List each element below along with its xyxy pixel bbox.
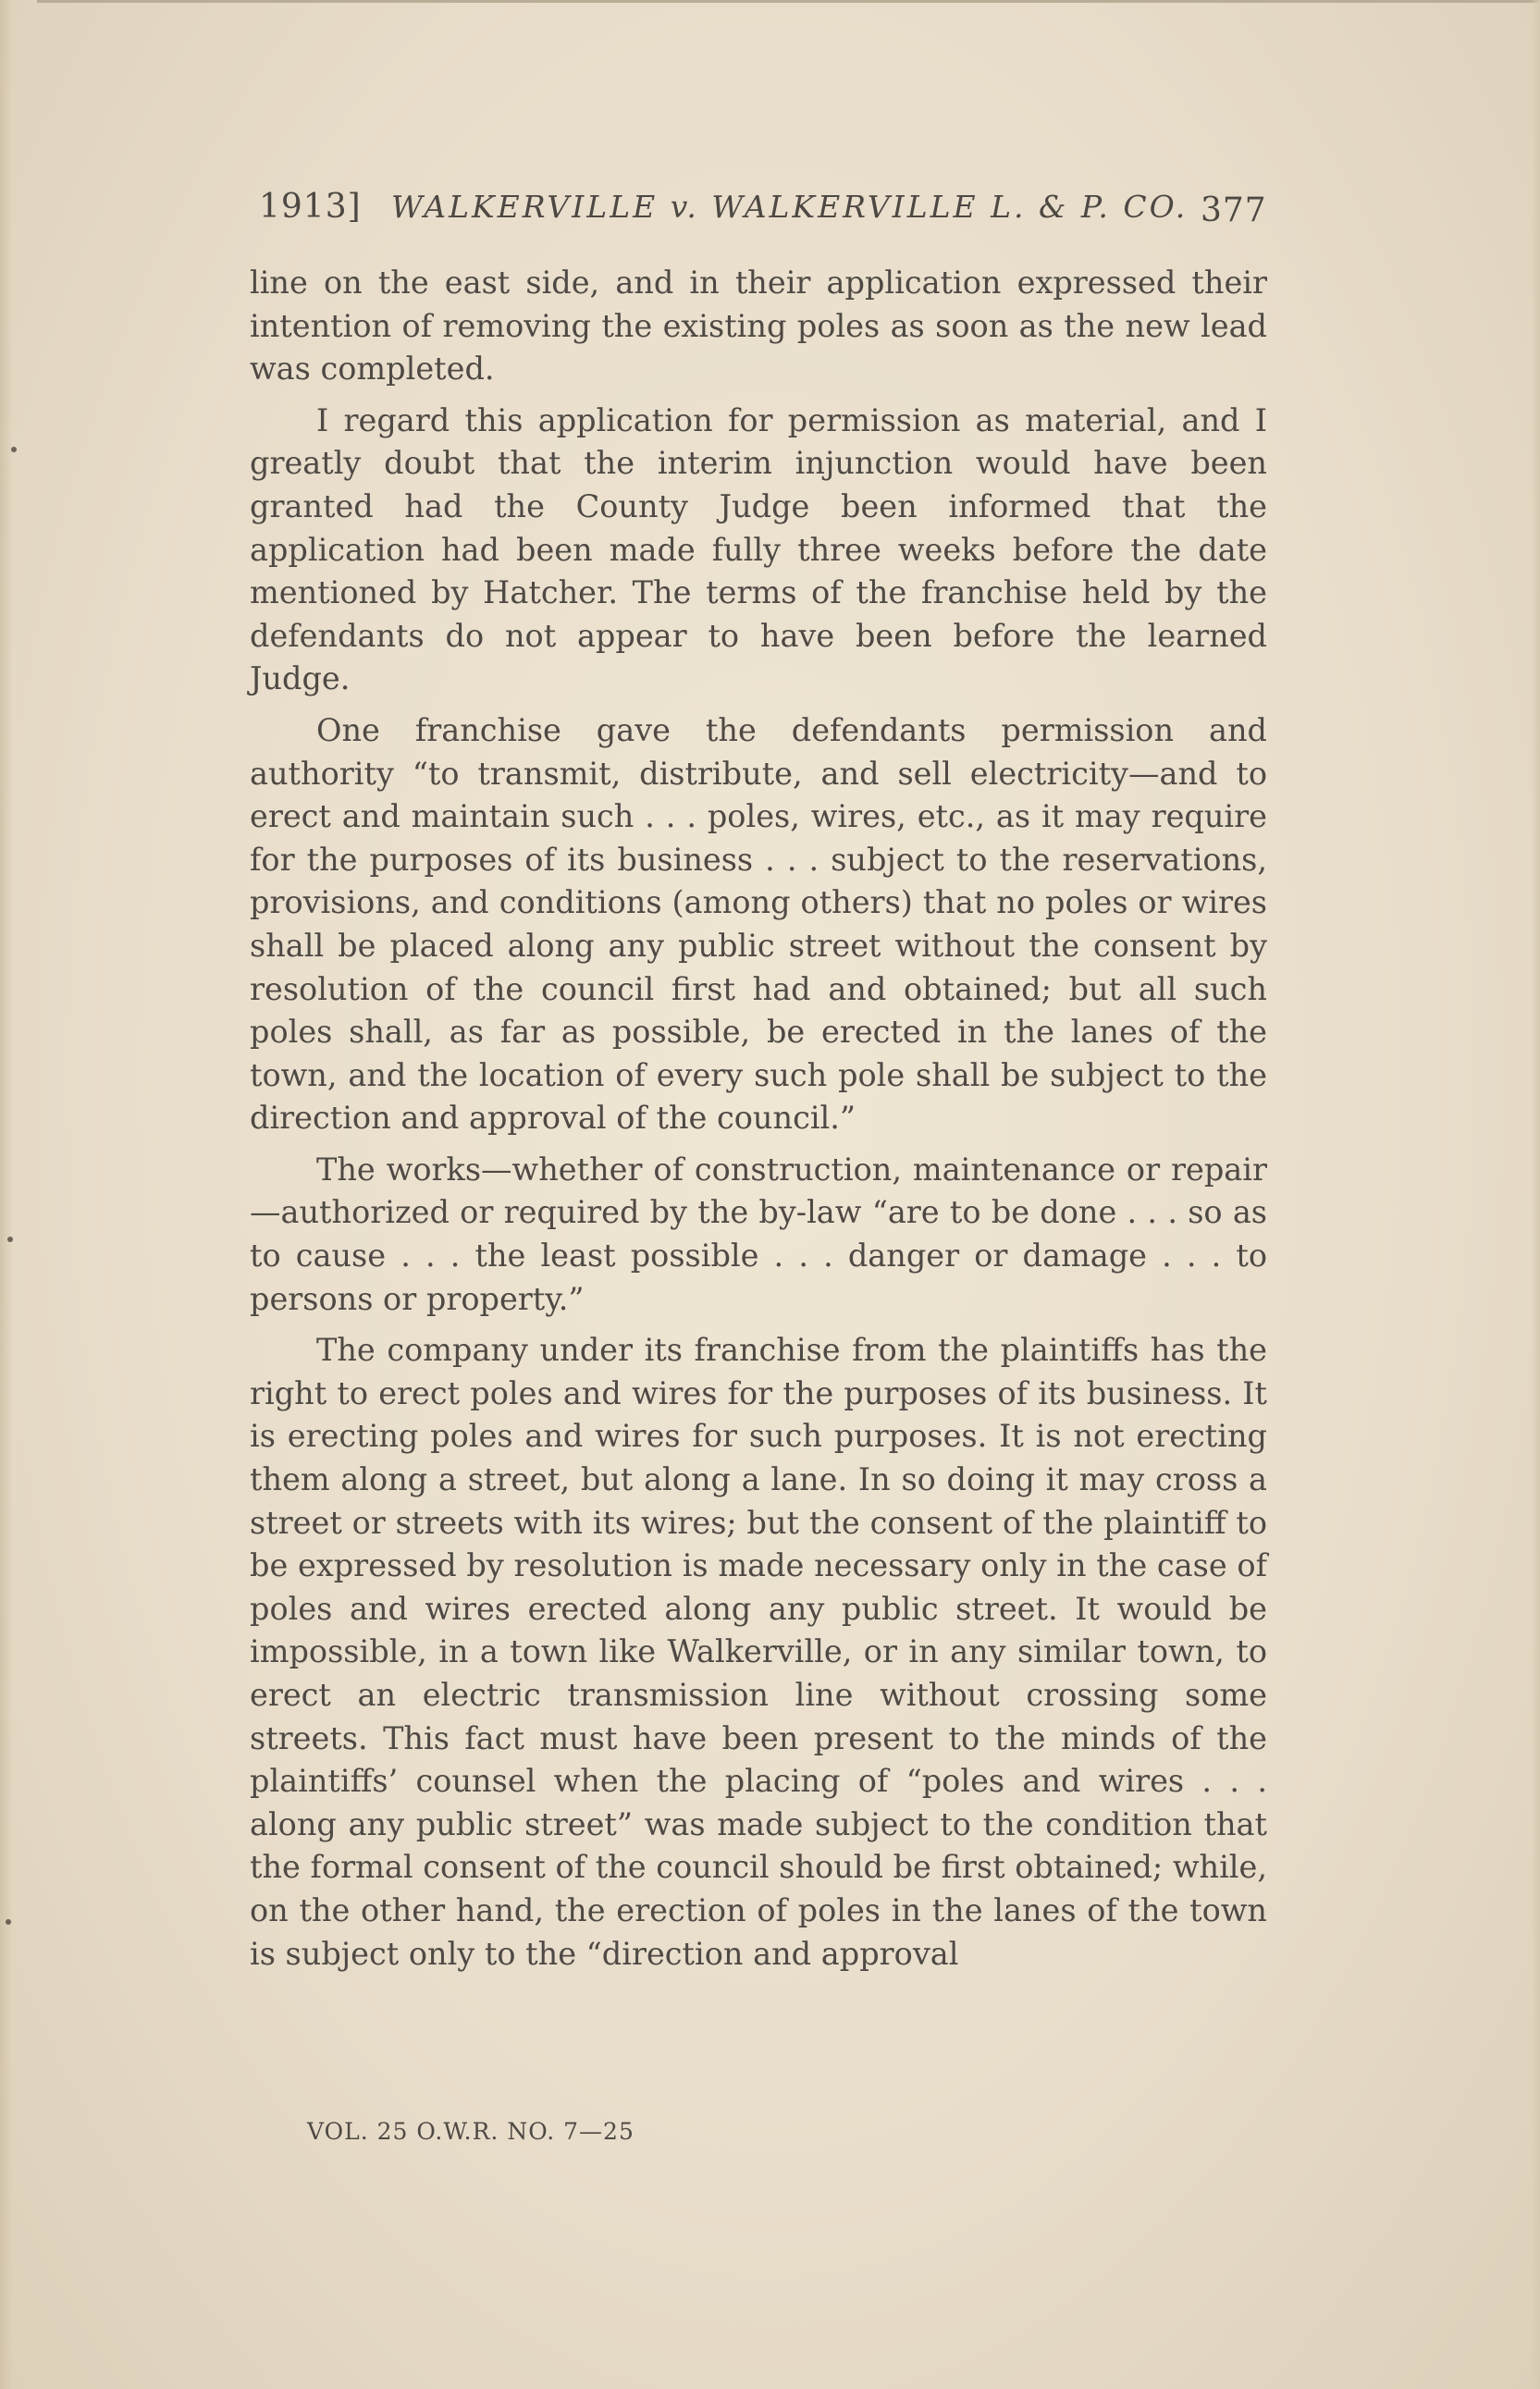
page-right-edge	[1531, 0, 1540, 2389]
page-number: 377	[1201, 191, 1267, 229]
paper-speck	[7, 1237, 13, 1242]
paragraph: One franchise gave the defendants permission and authority “to transmit, distribute, and sell electricity—and to erect and maintain such . . . poles, wires, etc., as it may require for the purposes of its business . . . subject to the reservations, provisions, and conditions (among others) that no poles or wires shall be placed along any public street without the consent by resolution of the council first had and obtained; but all such poles shall, as far as possible, be erected in the lanes of the town, and the location of every such pole shall be subject to the direction and approval of the council.”	[250, 711, 1267, 1137]
paper-speck	[11, 447, 17, 452]
header-case-title: WALKERVILLE v. WALKERVILLE L. & P. CO.	[391, 189, 1189, 225]
paper-speck	[6, 1919, 11, 1925]
paragraph: I regard this application for permission as material, and I greatly doubt that the interim injunction would have been granted had the County Judge been informed that the application had been made fully three weeks before the date mentioned by Hatcher. The terms of the franchise held by the defendants do not appear to have been before the learned Judge.	[250, 401, 1267, 697]
paragraph: The company under its franchise from the plaintiffs has the right to erect poles and wires for the purposes of its business. It is erecting poles and wires for such purposes. It is not erecting them along a street, but along a lane. In so doing it may cross a street or streets with its wires; but the consent of the plaintiff to be expressed by resolution is made necessary only in the case of poles and wires erected along any public street. It would be impossible, in a town like Walkerville, or in any similar town, to erect an electric transmission line without crossing some streets. This fact must have been present to the minds of the plaintiffs’ counsel when the placing of “poles and wires . . . along any public street” was made subject to the condition that the formal consent of the council should be first obtained; while, on the other hand, the erection of poles in the lanes of the town is subject only to the “direction and approval	[250, 1332, 1267, 1972]
running-header	[254, 188, 1272, 240]
page-top-edge	[37, 0, 1540, 3]
signature-mark: VOL. 25 O.W.R. NO. 7—25	[307, 2118, 634, 2145]
header-year: 1913]	[259, 188, 362, 226]
page-left-edge	[0, 0, 13, 2389]
paragraph: line on the east side, and in their application expressed their intention of removing the existing poles as soon as the new lead was completed.	[250, 265, 1267, 388]
page-body	[250, 262, 1267, 1984]
paragraph: The works—whether of construction, maintenance or repair—authorized or required by the by-law “are to be done . . . so as to cause . . . the least possible . . . danger or damage . . . to persons or property.”	[250, 1151, 1267, 1317]
